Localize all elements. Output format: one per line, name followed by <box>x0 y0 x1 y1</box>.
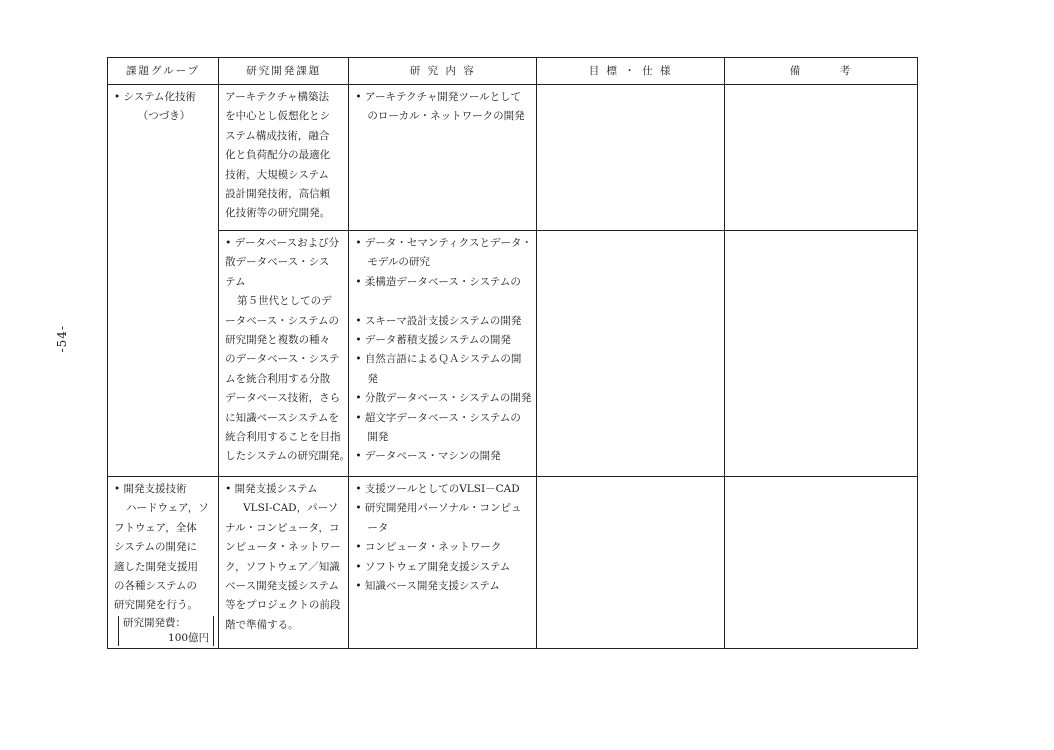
topic-line: ナル・コンピュータ，コ <box>225 521 340 534</box>
header-remarks: 備 考 <box>725 58 918 85</box>
remarks-cell <box>725 477 918 649</box>
remarks-cell <box>725 85 918 231</box>
content-line: • スキーマ設計支援システムの開発 <box>355 314 522 327</box>
group-line: フトウェア，全体 <box>114 521 197 534</box>
topic-line: 研究開発と複数の種々 <box>225 334 331 347</box>
topic-line: 設計開発技術，高信頼 <box>225 188 331 201</box>
topic-line: ータベース・システムの <box>225 314 340 327</box>
topic-line: アーキテクチャ構築法 <box>225 91 330 103</box>
topic-line: 第５世代としてのデ <box>237 295 332 308</box>
topic-line: 化技術等の研究開発。 <box>225 207 331 220</box>
topic-line: VLSI-CAD，パーソ <box>243 502 339 515</box>
topic-line: ムを統合利用する分散 <box>225 372 331 385</box>
group-line: の各種システムの <box>114 580 197 593</box>
content-line: • 知識ベース開発支援システム <box>355 580 500 593</box>
content-line: • 柔構造データベース・システムの <box>355 275 521 288</box>
topic-line: 技術，大規模システム <box>225 168 330 181</box>
content-line: • 分散データベース・システムの開発 <box>355 392 532 405</box>
research-table <box>107 57 918 649</box>
group-line: システムの開発に <box>114 541 197 554</box>
content-line: • 支援ツールとしてのVLSI－CAD <box>355 483 520 495</box>
content-line: • 自然言語によるＱＡシステムの開 <box>355 353 522 366</box>
content-line: 開発 <box>367 431 389 444</box>
topic-line: に知識ベースシステムを <box>225 411 340 424</box>
group-line: 適した開発支援用 <box>114 560 198 573</box>
group-cell <box>108 477 219 649</box>
content-line: 発 <box>367 372 378 385</box>
table-row <box>108 477 918 649</box>
remarks-cell <box>725 231 918 477</box>
header-group: 課題グループ <box>108 58 219 85</box>
cost-label: 研究開発費： <box>123 616 186 629</box>
content-cell <box>349 85 537 231</box>
header-row <box>108 58 918 85</box>
header-content: 研 究 内 容 <box>349 58 537 85</box>
topic-cell <box>219 477 349 649</box>
topic-line: 化と負荷配分の最適化 <box>225 149 331 162</box>
topic-line: テム <box>225 275 246 288</box>
content-line: • 超文字データベース・システムの <box>355 411 521 424</box>
target-cell <box>537 85 725 231</box>
cost-value: 100億円 <box>168 631 210 644</box>
content-line: モデルの研究 <box>367 256 430 269</box>
content-line: • データ・セマンティクスとデータ・ <box>355 237 532 249</box>
topic-line: 統合利用することを目指 <box>225 431 341 444</box>
topic-line: 等をプロジェクトの前段 <box>225 599 341 612</box>
topic-line: ク，ソフトウェア／知識 <box>225 560 340 573</box>
group-line: ハードウェア，ソ <box>126 502 209 515</box>
page-number: -54- <box>55 325 69 353</box>
topic-line: したシステムの研究開発。 <box>225 450 351 463</box>
content-line: • アーキテクチャ開発ツールとして <box>355 91 522 103</box>
topic-line: ステム構成技術，融合 <box>225 129 330 142</box>
table-row <box>108 231 918 477</box>
cost-box <box>118 616 214 646</box>
group-line: • システム化技術 <box>114 91 196 103</box>
header-target: 目 標 ・ 仕 様 <box>537 58 725 85</box>
topic-line: を中心とし仮想化とシ <box>225 110 331 123</box>
group-cell <box>108 85 219 477</box>
header-topic: 研究開発課題 <box>219 58 349 85</box>
content-cell <box>349 231 537 477</box>
content-line: のローカル・ネットワークの開発 <box>367 110 525 123</box>
topic-line: のデータベース・システ <box>225 353 340 366</box>
topic-cell <box>219 85 349 231</box>
group-line: • 開発支援技術 <box>114 483 187 495</box>
content-line: ータ <box>367 521 389 534</box>
topic-line: ベース開発支援システム <box>225 580 340 593</box>
topic-line: 散データベース・シス <box>225 256 330 269</box>
content-line: • ソフトウェア開発支援システム <box>355 560 511 573</box>
group-line: 研究開発を行う。 <box>114 599 198 612</box>
content-line <box>355 292 532 311</box>
table-row <box>108 85 918 231</box>
topic-line: データベース技術，さら <box>225 392 341 405</box>
topic-cell <box>219 231 349 477</box>
topic-line: • 開発支援システム <box>225 483 318 495</box>
target-cell <box>537 477 725 649</box>
content-line: • コンピュータ・ネットワーク <box>355 541 502 554</box>
content-line: • 研究開発用パーソナル・コンピュ <box>355 502 522 515</box>
content-cell <box>349 477 537 649</box>
content-line: • データベース・マシンの開発 <box>355 450 501 463</box>
topic-line: ンピュータ・ネットワー <box>225 541 341 554</box>
target-cell <box>537 231 725 477</box>
topic-line: 階で準備する。 <box>225 618 299 631</box>
content-line: • データ蓄積支援システムの開発 <box>355 334 511 347</box>
group-line: （つづき） <box>137 110 191 123</box>
topic-line: • データベースおよび分 <box>225 237 340 249</box>
